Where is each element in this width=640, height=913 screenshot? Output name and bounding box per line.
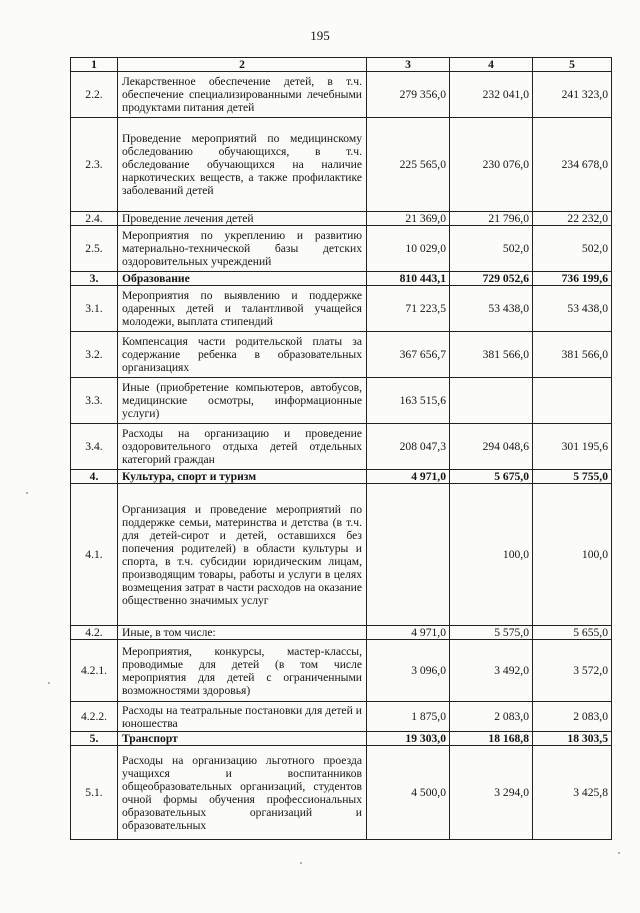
row-value-col3: 21 369,0 (367, 212, 450, 226)
table-header-row (71, 58, 612, 72)
row-number: 4.2. (71, 626, 118, 640)
table-row (71, 732, 612, 746)
row-description: Лекарственное обеспечение детей, в т.ч. обеспечение специализированными лечебными продуктами питания детей (118, 72, 367, 118)
row-value-col3: 4 971,0 (367, 470, 450, 484)
row-value-col3: 1 875,0 (367, 702, 450, 732)
table-row (71, 626, 612, 640)
row-value-col4: 3 492,0 (450, 640, 533, 702)
row-value-col3: 4 500,0 (367, 746, 450, 840)
scan-speck (48, 682, 50, 684)
scan-speck (26, 492, 28, 494)
row-description: Компенсация части родительской платы за содержание ребенка в образовательных организациях (118, 332, 367, 378)
row-value-col3: 71 223,5 (367, 286, 450, 332)
row-value-col4: 729 052,6 (450, 272, 533, 286)
row-description: Иные, в том числе: (118, 626, 367, 640)
row-value-col3: 279 356,0 (367, 72, 450, 118)
row-value-col3: 208 047,3 (367, 424, 450, 470)
row-value-col4: 5 675,0 (450, 470, 533, 484)
row-description: Образование (118, 272, 367, 286)
row-value-col4: 3 294,0 (450, 746, 533, 840)
header-col-3: 3 (367, 58, 450, 72)
row-value-col5: 241 323,0 (533, 72, 612, 118)
row-value-col3: 810 443,1 (367, 272, 450, 286)
row-value-col4: 230 076,0 (450, 118, 533, 212)
row-value-col5: 22 232,0 (533, 212, 612, 226)
row-value-col5: 5 655,0 (533, 626, 612, 640)
row-number: 2.2. (71, 72, 118, 118)
row-number: 3.2. (71, 332, 118, 378)
table-row (71, 226, 612, 272)
row-value-col4: 2 083,0 (450, 702, 533, 732)
row-value-col5: 3 572,0 (533, 640, 612, 702)
row-description: Организация и проведение мероприятий по поддержке семьи, материнства и детства (в т.ч. для детей-сирот и детей, оставшихся без попечения родителей) в области культуры и спорта, в т.ч. субсидии юридическим лицам, производящим товары, работы и услуги в целях возмещения затрат в части расходов на оказание общественно значимых услуг (118, 484, 367, 626)
row-number: 2.5. (71, 226, 118, 272)
budget-table (70, 57, 612, 840)
row-value-col5: 234 678,0 (533, 118, 612, 212)
row-number: 4.2.2. (71, 702, 118, 732)
row-value-col3: 19 303,0 (367, 732, 450, 746)
table-row (71, 640, 612, 702)
row-value-col3: 367 656,7 (367, 332, 450, 378)
row-number: 3.3. (71, 378, 118, 424)
header-col-1: 1 (71, 58, 118, 72)
table-row (71, 746, 612, 840)
row-value-col5: 18 303,5 (533, 732, 612, 746)
row-number: 3. (71, 272, 118, 286)
row-number: 4. (71, 470, 118, 484)
row-value-col4: 100,0 (450, 484, 533, 626)
table-row (71, 470, 612, 484)
row-number: 3.1. (71, 286, 118, 332)
row-description: Мероприятия по выявлению и поддержке одаренных детей и талантливой учащейся молодежи, выплата стипендий (118, 286, 367, 332)
header-col-5: 5 (533, 58, 612, 72)
row-value-col4: 18 168,8 (450, 732, 533, 746)
row-value-col4: 232 041,0 (450, 72, 533, 118)
row-value-col5: 5 755,0 (533, 470, 612, 484)
table-row (71, 378, 612, 424)
table-row (71, 484, 612, 626)
row-value-col4: 21 796,0 (450, 212, 533, 226)
row-description: Расходы на организацию льготного проезда учащихся и воспитанников общеобразовательных организаций, студентов очной формы обучения профессиональных образовательных организаций и образовательных (118, 746, 367, 840)
row-value-col5: 53 438,0 (533, 286, 612, 332)
scan-speck (618, 852, 620, 854)
row-description: Транспорт (118, 732, 367, 746)
page-number: 195 (310, 28, 330, 43)
row-description: Расходы на театральные постановки для детей и юношества (118, 702, 367, 732)
table-row (71, 118, 612, 212)
table-row (71, 272, 612, 286)
row-description: Культура, спорт и туризм (118, 470, 367, 484)
row-value-col5 (533, 378, 612, 424)
row-number: 4.2.1. (71, 640, 118, 702)
row-value-col5: 3 425,8 (533, 746, 612, 840)
row-value-col3: 4 971,0 (367, 626, 450, 640)
row-value-col5: 2 083,0 (533, 702, 612, 732)
table-row (71, 286, 612, 332)
row-number: 3.4. (71, 424, 118, 470)
table-row (71, 332, 612, 378)
row-value-col3: 163 515,6 (367, 378, 450, 424)
scan-speck (300, 862, 302, 864)
row-value-col3 (367, 484, 450, 626)
row-value-col4: 502,0 (450, 226, 533, 272)
row-value-col3: 10 029,0 (367, 226, 450, 272)
row-number: 4.1. (71, 484, 118, 626)
row-value-col5: 502,0 (533, 226, 612, 272)
row-value-col5: 100,0 (533, 484, 612, 626)
header-col-4: 4 (450, 58, 533, 72)
row-value-col4: 294 048,6 (450, 424, 533, 470)
table-row (71, 424, 612, 470)
row-value-col3: 225 565,0 (367, 118, 450, 212)
row-number: 5.1. (71, 746, 118, 840)
row-value-col4: 5 575,0 (450, 626, 533, 640)
row-description: Проведение мероприятий по медицинскому обследованию обучающихся, в т.ч. обследование обучающихся на наличие наркотических веществ, а также профилактике заболеваний детей (118, 118, 367, 212)
row-description: Иные (приобретение компьютеров, автобусов, медицинские осмотры, информационные услуги) (118, 378, 367, 424)
row-number: 5. (71, 732, 118, 746)
row-value-col4 (450, 378, 533, 424)
table-row (71, 212, 612, 226)
table-row (71, 702, 612, 732)
row-value-col4: 53 438,0 (450, 286, 533, 332)
row-description: Мероприятия по укреплению и развитию материально-технической базы детских оздоровительных учреждений (118, 226, 367, 272)
row-description: Расходы на организацию и проведение оздоровительного отдыха детей отдельных категорий граждан (118, 424, 367, 470)
row-value-col3: 3 096,0 (367, 640, 450, 702)
row-description: Мероприятия, конкурсы, мастер-классы, проводимые для детей (в том числе мероприятия для детей с ограниченными возможностями здоровья) (118, 640, 367, 702)
row-number: 2.3. (71, 118, 118, 212)
row-value-col5: 301 195,6 (533, 424, 612, 470)
row-value-col4: 381 566,0 (450, 332, 533, 378)
row-description: Проведение лечения детей (118, 212, 367, 226)
row-value-col5: 381 566,0 (533, 332, 612, 378)
header-col-2: 2 (118, 58, 367, 72)
row-number: 2.4. (71, 212, 118, 226)
row-value-col5: 736 199,6 (533, 272, 612, 286)
table-row (71, 72, 612, 118)
